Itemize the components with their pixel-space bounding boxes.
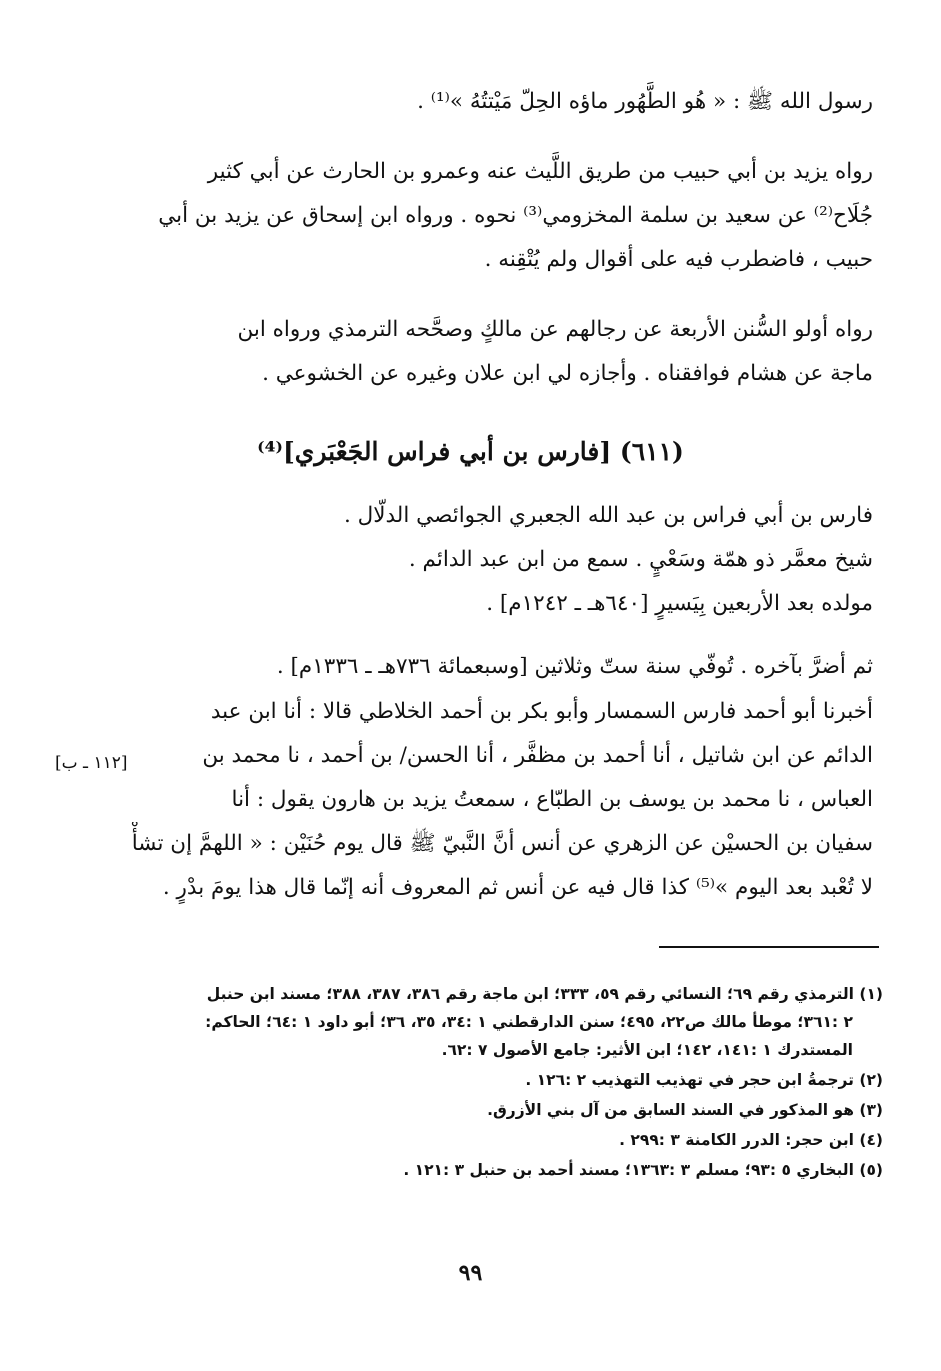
text-line: شيخ معمَّر ذو همّة وسَعْيٍ . سمع من ابن عبد الدائم .: [408, 547, 873, 572]
narration-paragraph-2: [113, 308, 873, 396]
text-line: لا تُعْبد بعد اليوم »⁽⁵⁾ كذا قال فيه عن أنس ثم المعروف أنه إنّما قال هذا يومَ بدْرٍ .: [162, 875, 873, 900]
text-line: رواه يزيد بن أبي حبيب من طريق اللَّيث عنه وعمرو بن الحارث عن أبي كثير: [207, 159, 873, 184]
text-line: ماجة عن هشام فوافقناه . وأجازه لي ابن علان وغيره عن الخشوعي .: [262, 361, 873, 386]
footnote-line: المستدرك ١ :١٤١، ١٤٢؛ ابن الأثير: جامع الأصول ٧ :٦٢.: [441, 1041, 853, 1059]
footnote-line: (٤) ابن حجر: الدرر الكامنة ٣ :٢٩٩ .: [619, 1131, 883, 1149]
page-number: ٩٩: [458, 1260, 483, 1286]
text-line: مولده بعد الأربعين بِيَسيرٍ [٦٤٠هـ ـ ١٢٤٢م] .: [486, 591, 873, 616]
footnote-1: [103, 980, 883, 1064]
text-line: سفيان بن الحسيْن عن الزهري عن أنس أنَّ النَّبيّ ﷺ قال يوم حُنَيْن : « اللهمَّ إن تشأْ: [131, 831, 873, 856]
hadith-text-continuation: [113, 80, 873, 124]
footnote-2: [103, 1066, 883, 1094]
footnote-line: (٣) هو المذكور في السند السابق من آل بني الأزرق.: [487, 1101, 883, 1119]
biography-paragraph: [113, 494, 873, 626]
footnote-3: [103, 1096, 883, 1124]
text-line: رسول الله ﷺ : « هُو الطَّهُور ماؤه الحِلّ مَيْتتُهُ »⁽¹⁾ .: [417, 89, 873, 114]
footnote-line: (١) الترمذي رقم ٦٩؛ النسائي رقم ٥٩، ٣٣٣؛ ابن ماجة رقم ٣٨٦، ٣٨٧، ٣٨٨؛ مسند ابن حنبل: [206, 985, 883, 1003]
footnote-line: ٢ :٣٦١؛ موطأ مالك ص٢٢، ٤٩٥؛ سنن الدارقطني ١ :٣٤، ٣٥، ٣٦؛ أبو داود ١ :٦٤؛ الحاكم:: [205, 1013, 853, 1031]
text-line: فارس بن أبي فراس بن عبد الله الجعبري الجوائصي الدلّال .: [343, 503, 873, 528]
narration-paragraph-1: [113, 150, 873, 282]
text-line: حبيب ، فاضطرب فيه على أقوال ولم يُتْقِنه .: [484, 247, 873, 272]
text-line: العباس ، نا محمد بن يوسف بن الطبّاع ، سمعتُ يزيد بن هارون يقول : أنا: [231, 787, 873, 812]
text-line: رواه أولو السُّنن الأربعة عن رجالهم عن مالكٍ وصحَّحه الترمذي ورواه ابن: [237, 317, 873, 342]
death-paragraph: [113, 645, 873, 689]
footnote-line: (٥) البخاري ٥ :٩٣؛ مسلم ٣ :١٣٦٣؛ مسند أحمد بن حنبل ٣ :١٢١ .: [403, 1161, 883, 1179]
footnote-4: [103, 1126, 883, 1154]
footnote-line: (٢) ترجمةُ ابن حجر في تهذيب التهذيب ٢ :١٢٦ .: [525, 1071, 883, 1089]
isnad-paragraph: [113, 690, 873, 910]
footnotes: [103, 980, 883, 1186]
text-line: جُلَاح⁽²⁾ عن سعيد بن سلمة المخزومي⁽³⁾ نحوه . ورواه ابن إسحاق عن يزيد بن أبي: [158, 203, 873, 228]
text-line: الدائم عن ابن شاتيل ، أنا أحمد بن مظفَّر ، أنا الحسن/ بن أحمد ، نا محمد بن: [202, 743, 873, 768]
footnote-5: [103, 1156, 883, 1184]
text-line: ثم أضرَّ بآخره . تُوفّي سنة ستّ وثلاثين [وسبعمائة ٧٣٦هـ ـ ١٣٣٦م] .: [276, 654, 873, 679]
manuscript-folio-marker: [١١٢ ـ ب]: [55, 753, 128, 773]
footnote-separator: [659, 946, 879, 948]
text-line: أخبرنا أبو أحمد فارس السمسار وأبو بكر بن أحمد الخلاطي قالا : أنا ابن عبد: [210, 699, 873, 724]
entry-heading: (٦١١) [فارس بن أبي فراس الجَعْبَري]⁽⁴⁾: [257, 437, 684, 466]
